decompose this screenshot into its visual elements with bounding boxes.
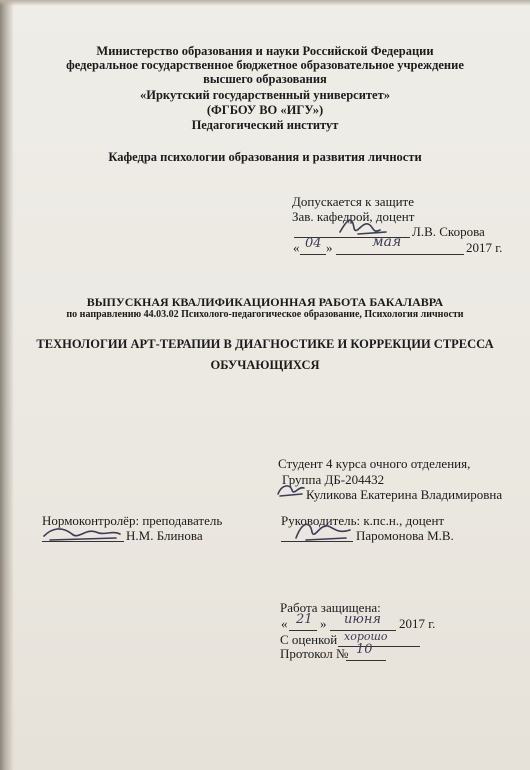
head-of-department-label: Зав. кафедрой, доцент: [292, 209, 415, 224]
university-name: «Иркутский государственный университет»: [140, 88, 390, 102]
normcontrol-label: Нормоконтролёр: преподаватель: [42, 513, 223, 528]
defense-date-open-quote: «: [281, 616, 288, 631]
grade-line: [338, 646, 420, 647]
approval-date-close-quote: »: [326, 240, 333, 255]
supervisor-name: Паромонова М.В.: [356, 528, 454, 543]
normcontrol-name: Н.М. Блинова: [126, 528, 203, 543]
thesis-title-line2: ОБУЧАЮЩИХСЯ: [210, 358, 320, 372]
education-level-line: высшего образования: [203, 72, 327, 86]
protocol-number: 10: [356, 642, 373, 657]
thesis-type: ВЫПУСКНАЯ КВАЛИФИКАЦИОННАЯ РАБОТА БАКАЛАВРА: [86, 295, 444, 309]
protocol-label: Протокол №: [280, 646, 349, 661]
grade-label: С оценкой: [280, 632, 338, 647]
ministry-line: Министерство образования и науки Российской Федерации: [96, 44, 434, 58]
protocol-line: [346, 660, 386, 661]
defense-date-month: июня: [344, 612, 381, 627]
defense-date-close-quote: »: [320, 616, 327, 631]
approval-date-open-quote: «: [293, 240, 300, 255]
admitted-label: Допускается к защите: [292, 194, 414, 209]
department-name: Кафедра психологии образования и развития личности: [108, 150, 422, 164]
approval-date-year: 2017 г.: [466, 240, 503, 255]
thesis-title-line1: ТЕХНОЛОГИИ АРТ-ТЕРАПИИ В ДИАГНОСТИКЕ И КОРРЕКЦИИ СТРЕССА: [36, 337, 494, 351]
defense-date-day: 21: [296, 612, 313, 627]
approval-day-line: [300, 254, 326, 255]
page-top-shadow: [0, 0, 530, 6]
approval-date-day: 04: [305, 236, 322, 251]
head-name: Л.В. Скорова: [412, 224, 485, 239]
approval-month-line: [336, 254, 464, 255]
approval-date-month: мая: [372, 234, 402, 250]
student-signature: [276, 480, 306, 500]
student-group: Группа ДБ-204432: [282, 472, 385, 487]
institution-type-line: федеральное государственное бюджетное образовательное учреждение: [66, 58, 464, 72]
supervisor-label: Руководитель: к.пс.н., доцент: [281, 513, 445, 528]
student-name: Куликова Екатерина Владимировна: [306, 487, 503, 502]
normcontrol-signature: [42, 522, 122, 544]
supervisor-signature: [294, 516, 354, 544]
thesis-direction: по направлению 44.03.02 Психолого-педагогическое образование, Психология личности: [66, 309, 464, 320]
defense-date-year: 2017 г.: [399, 616, 436, 631]
defense-day-line: [289, 630, 317, 631]
grade-value: хорошо: [344, 630, 388, 643]
institute-name: Педагогический институт: [191, 118, 339, 132]
university-abbreviation: (ФГБОУ ВО «ИГУ»): [206, 103, 324, 117]
student-course: Студент 4 курса очного отделения,: [278, 456, 471, 471]
defense-label: Работа защищена:: [280, 600, 381, 615]
